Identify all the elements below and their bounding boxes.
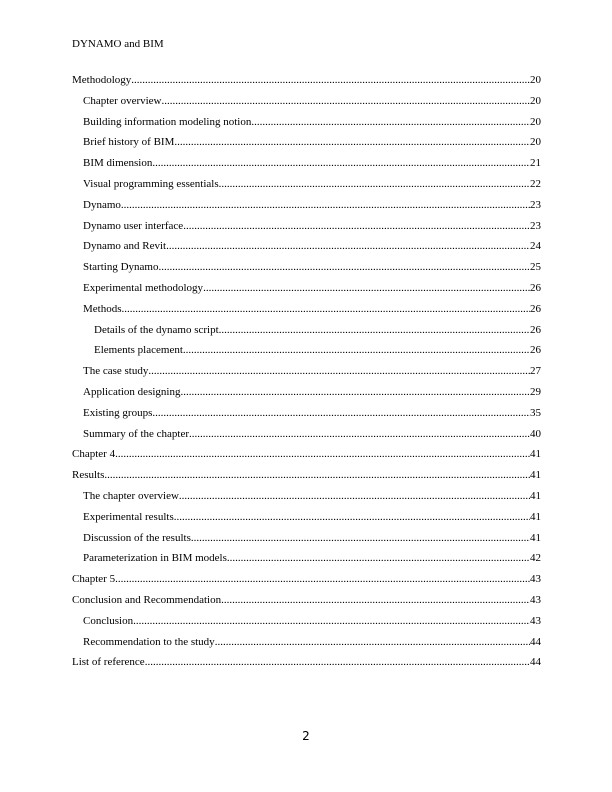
toc-entry-page: 43 [530,593,541,606]
toc-leader-row [83,405,541,420]
toc-entry-title: List of reference [72,656,145,669]
toc-entry[interactable] [72,155,541,176]
toc-entry-title: Conclusion [83,614,134,627]
toc-dot-leader [133,614,530,628]
toc-entry[interactable] [72,634,541,655]
toc-leader-row [83,176,541,191]
toc-entry-title: Methods [83,302,122,315]
toc-leader-row [83,259,541,274]
toc-leader-row [72,446,541,461]
toc-entry-page: 26 [530,344,541,357]
toc-entry-page: 43 [530,614,541,627]
toc-entry[interactable] [72,613,541,634]
toc-entry-page: 41 [530,489,541,502]
toc-entry-page: 41 [530,531,541,544]
toc-entry[interactable] [72,342,541,363]
toc-entry-page: 23 [530,219,541,232]
page-number: 2 [302,729,310,743]
toc-entry[interactable] [72,114,541,135]
toc-entry-page: 26 [530,281,541,294]
running-head: DYNAMO and BIM [72,38,164,50]
toc-dot-leader [145,655,530,669]
toc-dot-leader [115,572,530,586]
toc-leader-row [72,571,541,586]
toc-entry-title: Conclusion and Recommendation [72,593,222,606]
toc-entry[interactable] [72,218,541,239]
toc-leader-row [83,488,541,503]
toc-entry-page: 20 [530,136,541,149]
toc-entry-page: 24 [530,240,541,253]
toc-entry-title: Existing groups [83,406,153,419]
toc-dot-leader [152,406,530,420]
toc-entry-page: 35 [530,406,541,419]
toc-entry-page: 44 [530,635,541,648]
toc-entry[interactable] [72,571,541,592]
toc-entry[interactable] [72,550,541,571]
toc-entry[interactable] [72,654,541,675]
toc-entry[interactable] [72,259,541,280]
toc-dot-leader [174,135,530,149]
toc-dot-leader [179,489,530,503]
toc-dot-leader [180,385,530,399]
toc-entry-page: 43 [530,573,541,586]
toc-leader-row [83,93,541,108]
toc-entry-title: The case study [83,365,149,378]
toc-dot-leader [158,260,530,274]
toc-entry-title: Building information modeling notion [83,115,252,128]
toc-dot-leader [251,115,530,129]
toc-entry-title: Brief history of BIM [83,136,175,149]
toc-entry[interactable] [72,322,541,343]
toc-dot-leader [121,198,530,212]
toc-dot-leader [189,427,530,441]
toc-entry-title: Parameterization in BIM models [83,552,227,565]
toc-dot-leader [162,94,531,108]
toc-entry-page: 25 [530,261,541,274]
toc-entry-page: 23 [530,198,541,211]
toc-dot-leader [174,510,530,524]
toc-dot-leader [219,177,530,191]
toc-entry[interactable] [72,176,541,197]
toc-entry[interactable] [72,280,541,301]
toc-leader-row [83,301,541,316]
toc-leader-row [83,114,541,129]
toc-leader-row [83,197,541,212]
toc-entry-title: Application designing [83,385,181,398]
toc-entry-page: 26 [530,323,541,336]
toc-dot-leader [104,468,530,482]
toc-entry-title: Chapter 5 [72,573,116,586]
toc-leader-row [83,530,541,545]
toc-leader-row [83,550,541,565]
toc-entry-title: The chapter overview [83,489,179,502]
toc-entry[interactable] [72,426,541,447]
toc-dot-leader [183,343,530,357]
toc-entry-page: 21 [530,157,541,170]
toc-entry[interactable] [72,93,541,114]
toc-entry[interactable] [72,467,541,488]
toc-entry-title: Dynamo user interface [83,219,184,232]
toc-dot-leader [203,281,530,295]
toc-entry-title: Results [72,469,105,482]
toc-leader-row [83,280,541,295]
toc-entry-title: Discussion of the results [83,531,191,544]
toc-dot-leader [227,551,530,565]
toc-dot-leader [183,219,530,233]
toc-entry-title: Chapter overview [83,94,162,107]
toc-leader-row [83,634,541,649]
toc-leader-row [94,322,541,337]
toc-entry[interactable] [72,405,541,426]
toc-entry-page: 44 [530,656,541,669]
toc-entry-title: Recommendation to the study [83,635,215,648]
toc-leader-row [83,134,541,149]
toc-entry-page: 42 [530,552,541,565]
toc-entry-page: 22 [530,177,541,190]
toc-dot-leader [115,447,530,461]
toc-leader-row [83,384,541,399]
toc-leader-row [72,654,541,669]
toc-entry-page: 20 [530,115,541,128]
toc-dot-leader [221,593,530,607]
toc-leader-row [94,342,541,357]
toc-dot-leader [131,73,530,87]
toc-entry-title: Starting Dynamo [83,261,159,274]
toc-entry-title: Chapter 4 [72,448,116,461]
toc-leader-row [83,426,541,441]
toc-entry[interactable] [72,301,541,322]
toc-entry-page: 40 [530,427,541,440]
toc-entry-page: 20 [530,74,541,86]
toc-dot-leader [166,239,530,253]
toc-entry-title: BIM dimension [83,157,153,170]
toc-dot-leader [148,364,530,378]
toc-entry[interactable] [72,72,541,93]
toc-leader-row [83,613,541,628]
toc-dot-leader [122,302,531,316]
toc-entry[interactable] [72,134,541,155]
toc-dot-leader [219,323,530,337]
toc-entry-page: 41 [530,448,541,461]
toc-entry-title: Summary of the chapter [83,427,189,440]
toc-entry-title: Dynamo and Revit [83,240,167,253]
toc-entry-title: Elements placement [94,344,183,357]
toc-leader-row [72,72,541,87]
toc-entry[interactable] [72,384,541,405]
toc-entry-title: Experimental results [83,510,174,523]
toc-entry-title: Details of the dynamo script [94,323,219,336]
toc-entry[interactable] [72,592,541,613]
toc-dot-leader [191,531,530,545]
toc-dot-leader [215,635,530,649]
toc-leader-row [83,155,541,170]
toc-leader-row [83,218,541,233]
toc-entry-page: 26 [530,302,541,315]
toc-entry-page: 41 [530,510,541,523]
toc-entry-page: 41 [530,469,541,482]
toc-entry-title: Experimental methodology [83,281,204,294]
toc-entry-title: Dynamo [83,198,121,211]
toc-entry[interactable] [72,363,541,384]
toc-dot-leader [152,156,530,170]
toc-leader-row [83,238,541,253]
toc-entry-title: Methodology [72,74,132,86]
toc-entry-page: 29 [530,385,541,398]
toc-leader-row [83,509,541,524]
toc-entry-page: 27 [530,365,541,378]
toc-entry[interactable] [72,197,541,218]
toc-leader-row [72,467,541,482]
toc-leader-row [83,363,541,378]
toc-entry-page: 20 [530,94,541,107]
toc-leader-row [72,592,541,607]
toc-entry[interactable] [72,509,541,530]
toc-entry-title: Visual programming essentials [83,177,219,190]
toc-entry[interactable] [72,530,541,551]
table-of-contents [72,72,541,675]
toc-entry[interactable] [72,238,541,259]
toc-entry[interactable] [72,446,541,467]
toc-entry[interactable] [72,488,541,509]
